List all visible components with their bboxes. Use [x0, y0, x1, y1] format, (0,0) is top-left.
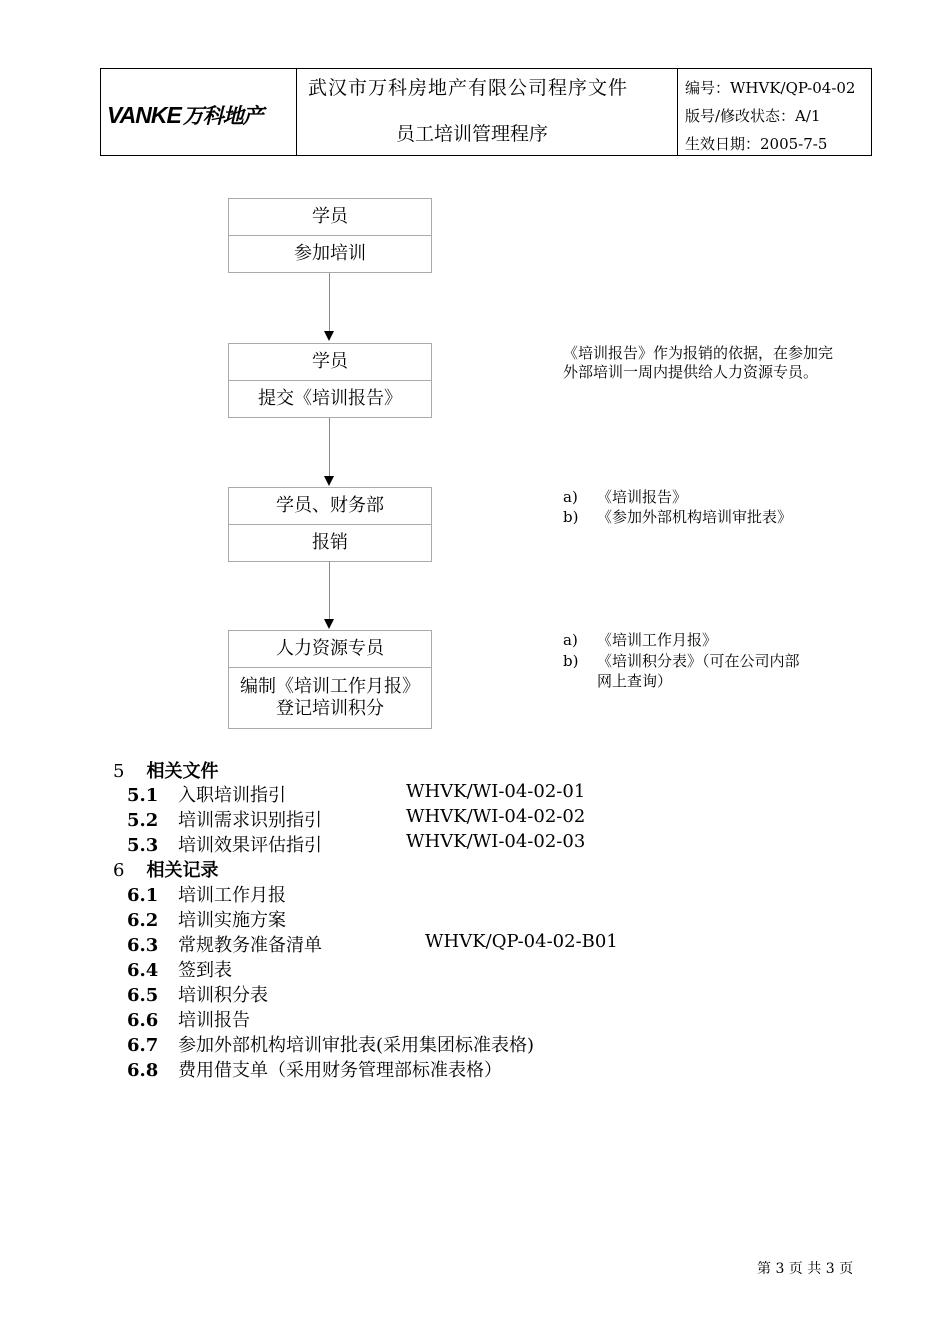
flow-step-role: 学员 [312, 206, 348, 227]
item-code: WHVK/WI-04-02-01 [406, 781, 586, 802]
list-item [127, 906, 286, 932]
list-marker: a) [563, 488, 578, 506]
note-step-2: 《培训报告》作为报销的依据，在参加完外部培训一周内提供给人力资源专员。 [563, 344, 834, 381]
flow-step-role: 人力资源专员 [276, 638, 384, 659]
list-item [127, 1056, 502, 1082]
item-number: 5.3 [127, 835, 159, 856]
section-5-heading [113, 757, 218, 783]
item-text: 培训实施方案 [178, 910, 286, 931]
flow-step-action: 参加培训 [229, 235, 431, 272]
flow-connector [329, 561, 330, 619]
list-marker: b) [563, 652, 579, 670]
list-item [127, 1031, 534, 1057]
list-marker: a) [563, 631, 578, 649]
effective-date: 生效日期：2005-7-5 [685, 135, 828, 153]
list-item [127, 781, 586, 807]
item-code: WHVK/WI-04-02-02 [406, 806, 586, 827]
flow-step-action-text-2: 登记培训积分 [276, 698, 384, 719]
note-step-3-item-b [563, 508, 792, 527]
list-text: 《培训工作月报》 [597, 631, 718, 649]
logo-cn: 万科地产 [182, 105, 263, 128]
flow-connector [329, 418, 330, 476]
item-text: 培训需求识别指引 [178, 810, 322, 831]
company-name: 武汉市万科房地产有限公司程序文件 [308, 77, 629, 99]
flow-connector [329, 273, 330, 331]
flow-step-role: 学员、财务部 [276, 495, 384, 516]
item-code: WHVK/QP-04-02-B01 [425, 931, 618, 952]
flow-step-1 [228, 198, 432, 273]
item-text: 入职培训指引 [178, 785, 286, 806]
item-code: WHVK/WI-04-02-03 [406, 831, 586, 852]
logo-cell [101, 69, 297, 155]
arrow-down-icon [324, 619, 334, 629]
section-number: 6 [113, 860, 125, 881]
list-item [127, 956, 232, 982]
item-number: 6.1 [127, 885, 159, 906]
item-text: 签到表 [178, 960, 232, 981]
title-cell [296, 69, 678, 155]
item-number: 5.2 [127, 810, 159, 831]
note-step-4-item-b [563, 652, 800, 671]
item-text: 常规教务准备清单 [178, 935, 322, 956]
item-number: 6.6 [127, 1010, 159, 1031]
section-6-heading [113, 856, 218, 882]
item-text: 培训效果评估指引 [178, 835, 322, 856]
list-text: 《培训报告》 [597, 488, 688, 506]
list-marker: b) [563, 508, 579, 526]
flow-step-action: 报销 [229, 524, 431, 561]
item-number: 6.3 [127, 935, 159, 956]
flow-step-action-text: 编制《培训工作月报》 [240, 676, 420, 697]
item-text: 培训积分表 [178, 985, 268, 1006]
vanke-logo [107, 100, 263, 130]
item-number: 5.1 [127, 785, 159, 806]
item-text: 费用借支单（采用财务管理部标准表格） [178, 1060, 502, 1081]
item-text: 参加外部机构培训审批表(采用集团标准表格) [178, 1035, 535, 1056]
list-item [127, 931, 618, 957]
section-title: 相关文件 [146, 761, 219, 782]
list-item [127, 981, 268, 1007]
flow-step-3 [228, 487, 432, 562]
page-footer: 第 3 页 共 3 页 [757, 1261, 854, 1277]
flow-step-4 [228, 630, 432, 729]
section-title: 相关记录 [146, 860, 219, 881]
note-step-4-item-a [563, 631, 717, 650]
list-item [127, 831, 586, 857]
item-text: 培训工作月报 [178, 885, 286, 906]
item-text: 培训报告 [178, 1010, 250, 1031]
note-step-4-item-b-cont: 网上查询） [597, 672, 673, 690]
flow-step-role: 学员 [312, 351, 348, 372]
meta-cell [677, 69, 871, 155]
section-number: 5 [113, 761, 125, 782]
arrow-down-icon [324, 331, 334, 341]
document-title: 员工培训管理程序 [396, 123, 549, 145]
item-number: 6.2 [127, 910, 159, 931]
flow-step-action [229, 667, 431, 720]
list-text: 《培训积分表》（可在公司内部 [597, 652, 800, 670]
item-number: 6.7 [127, 1035, 159, 1056]
note-step-3-item-a [563, 488, 687, 507]
flow-step-action: 提交《培训报告》 [229, 380, 431, 417]
flow-step-2 [228, 343, 432, 418]
item-number: 6.4 [127, 960, 159, 981]
list-text: 《参加外部机构培训审批表》 [597, 508, 793, 526]
document-number: 编号：WHVK/QP-04-02 [685, 79, 856, 97]
list-item [127, 1006, 250, 1032]
list-item [127, 881, 286, 907]
document-header [100, 68, 872, 156]
list-item [127, 806, 586, 832]
version-status: 版号/修改状态：A/1 [685, 107, 821, 125]
logo-en: VANKE [107, 102, 181, 128]
arrow-down-icon [324, 476, 334, 486]
item-number: 6.8 [127, 1060, 159, 1081]
item-number: 6.5 [127, 985, 159, 1006]
